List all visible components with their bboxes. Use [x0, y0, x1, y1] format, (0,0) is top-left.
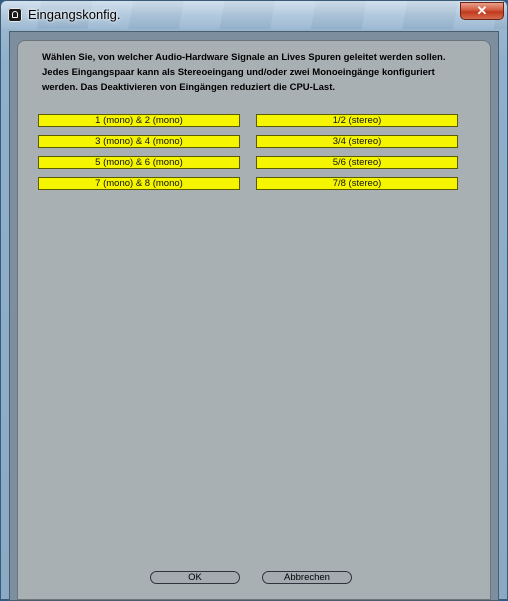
live-app-icon: [8, 8, 22, 22]
cancel-button[interactable]: Abbrechen: [262, 571, 352, 584]
input-stereo-7-8[interactable]: 7/8 (stereo): [256, 177, 458, 190]
window-title: Eingangskonfig.: [28, 7, 121, 22]
input-mono-5-6[interactable]: 5 (mono) & 6 (mono): [38, 156, 240, 169]
input-mono-3-4[interactable]: 3 (mono) & 4 (mono): [38, 135, 240, 148]
input-stereo-3-4[interactable]: 3/4 (stereo): [256, 135, 458, 148]
input-mono-1-2[interactable]: 1 (mono) & 2 (mono): [38, 114, 240, 127]
close-button[interactable]: ✕: [460, 2, 504, 20]
description-text: Wählen Sie, von welcher Audio-Hardware Signale an Lives Spuren geleitet werden sollen. Jedes Eingangspaar kann als Stereoeingang und/oder zwei Monoeingänge konfiguriert werden. Das Deaktivieren von Eingängen reduziert die CPU-Last.: [42, 52, 446, 93]
input-mono-7-8[interactable]: 7 (mono) & 8 (mono): [38, 177, 240, 190]
title-bar[interactable]: [1, 1, 507, 29]
ok-button[interactable]: OK: [150, 571, 240, 584]
input-stereo-5-6[interactable]: 5/6 (stereo): [256, 156, 458, 169]
input-stereo-1-2[interactable]: 1/2 (stereo): [256, 114, 458, 127]
